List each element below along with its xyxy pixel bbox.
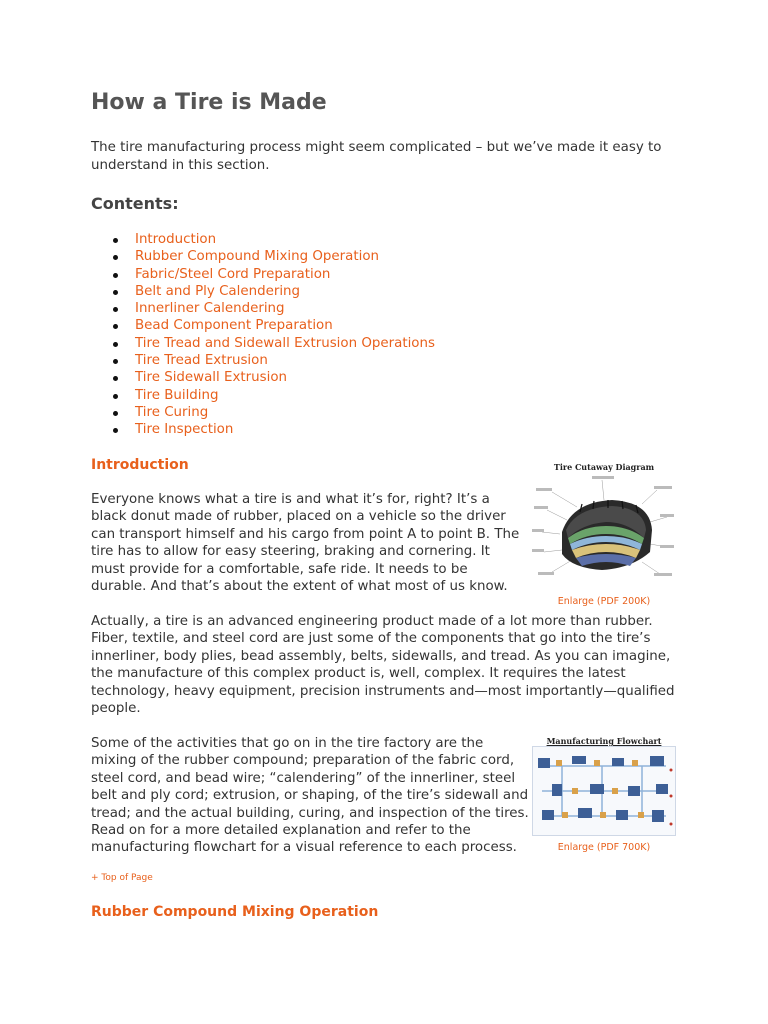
introduction-paragraph-2: Actually, a tire is an advanced engineering product made of a lot more than rubber. Fiber, textile, and steel cord are just some of the components that go into the tire’s innerliner, body plies, bead assembly, belts, sidewalls, and tread. As you can imagine, the manufacture of this complex product is, well, complex. It requires the latest technology, heavy equipment, precision instruments and—most importantly—qualified people.	[91, 614, 675, 717]
list-item	[91, 352, 435, 369]
bullet-icon	[113, 273, 118, 278]
bullet-icon	[113, 307, 118, 312]
bullet-icon	[113, 411, 118, 416]
enlarge-flowchart-link[interactable]: Enlarge (PDF 700K)	[557, 842, 651, 853]
page-title: How a Tire is Made	[91, 90, 327, 115]
list-item	[91, 404, 435, 421]
toc-link-innerliner-calendering[interactable]: Innerliner Calendering	[135, 301, 285, 317]
list-item	[91, 317, 435, 334]
tire-cutaway-diagram[interactable]	[532, 472, 676, 590]
toc-link-sidewall-extrusion[interactable]: Tire Sidewall Extrusion	[135, 370, 288, 386]
toc-link-bead-component[interactable]: Bead Component Preparation	[135, 318, 333, 334]
bullet-icon	[113, 428, 118, 433]
bullet-icon	[113, 359, 118, 364]
list-item	[91, 369, 435, 386]
list-item	[91, 335, 435, 352]
list-item	[91, 387, 435, 404]
bullet-icon	[113, 255, 118, 260]
bullet-icon	[113, 342, 118, 347]
toc-link-tire-building[interactable]: Tire Building	[135, 387, 219, 403]
mixing-heading: Rubber Compound Mixing Operation	[91, 904, 379, 920]
table-of-contents	[91, 231, 435, 439]
toc-link-tire-curing[interactable]: Tire Curing	[135, 404, 209, 420]
toc-link-introduction[interactable]: Introduction	[135, 232, 217, 247]
list-item	[91, 266, 435, 283]
flowchart-figure	[532, 736, 676, 853]
list-item	[91, 421, 435, 438]
introduction-heading: Introduction	[91, 457, 189, 473]
list-item	[91, 248, 435, 265]
list-item	[91, 283, 435, 300]
introduction-paragraph-1: Everyone knows what a tire is and what it’s for, right? It’s a black donut made of rubber, placed on a vehicle so the driver can transport himself and his cargo from point A to point B. The tire has to allow for easy steering, braking and cornering. It must provide for a comfortable, safe ride. It needs to be durable. And that’s about the extent of what most of us know.	[91, 492, 520, 595]
toc-link-rubber-compound-mixing[interactable]: Rubber Compound Mixing Operation	[135, 249, 379, 265]
top-of-page-link[interactable]: + Top of Page	[91, 873, 153, 883]
toc-link-tread-sidewall-extrusion[interactable]: Tire Tread and Sidewall Extrusion Operations	[135, 335, 435, 351]
bullet-icon	[113, 238, 118, 243]
contents-heading: Contents:	[91, 194, 179, 213]
bullet-icon	[113, 324, 118, 329]
toc-link-tire-inspection[interactable]: Tire Inspection	[135, 422, 234, 438]
figure-title: Tire Cutaway Diagram	[553, 462, 655, 472]
enlarge-cutaway-link[interactable]: Enlarge (PDF 200K)	[557, 596, 651, 607]
figure-title: Manufacturing Flowchart	[546, 736, 662, 746]
manufacturing-flowchart[interactable]	[532, 746, 676, 836]
bullet-icon	[113, 290, 118, 295]
bullet-icon	[113, 394, 118, 399]
tire-cutaway-figure	[532, 462, 676, 607]
toc-link-tread-extrusion[interactable]: Tire Tread Extrusion	[135, 353, 268, 369]
list-item	[91, 300, 435, 317]
toc-link-belt-ply-calendering[interactable]: Belt and Ply Calendering	[135, 283, 301, 299]
introduction-paragraph-3: Some of the activities that go on in the tire factory are the mixing of the rubber compound; preparation of the fabric cord, steel cord, and bead wire; “calendering” of the innerliner, steel belt and ply cord; extrusion, or shaping, of the tire’s sidewall and tread; and the actual building, curing, and inspection of the tires. Read on for a more detailed explanation and refer to the manufacturing flowchart for a visual reference to each process.	[91, 736, 529, 856]
intro-paragraph: The tire manufacturing process might seem complicated – but we’ve made it easy to understand in this section.	[91, 140, 662, 173]
bullet-icon	[113, 376, 118, 381]
list-item	[91, 231, 435, 248]
toc-link-cord-preparation[interactable]: Fabric/Steel Cord Preparation	[135, 266, 331, 282]
